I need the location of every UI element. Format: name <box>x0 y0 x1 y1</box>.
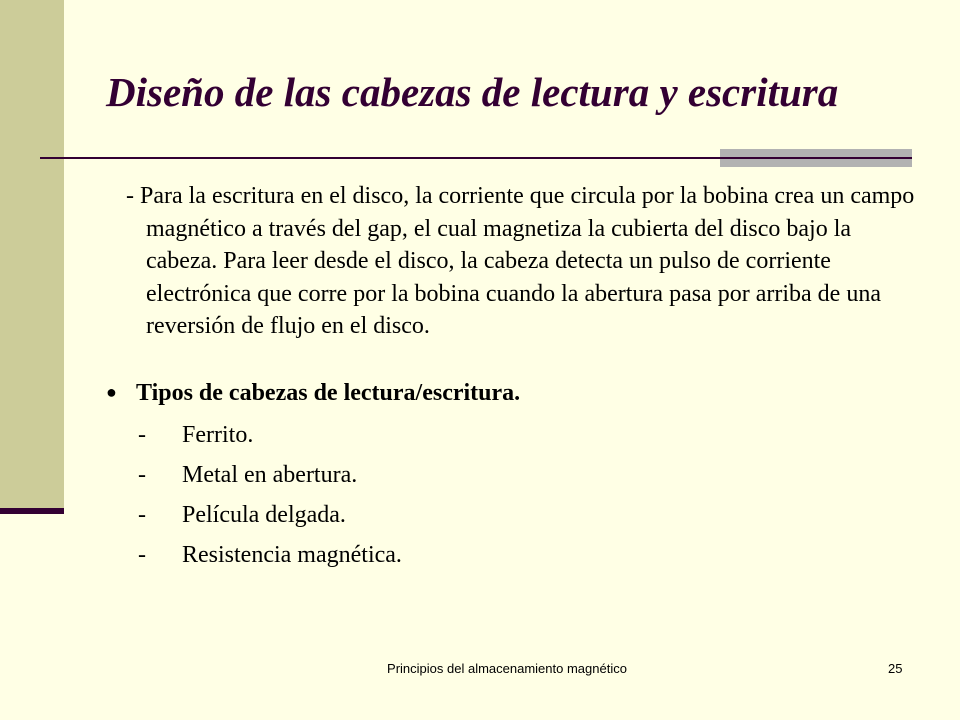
bullet-heading-text: Tipos de cabezas de lectura/escritura. <box>136 380 521 406</box>
bullet-dot-icon: ● <box>106 382 117 402</box>
list-dash: - <box>138 422 146 448</box>
title-rule-grey-bottom <box>720 159 912 167</box>
footer-text: Principios del almacenamiento magnético <box>387 661 627 676</box>
list-dash: - <box>138 542 146 568</box>
list-item <box>138 500 402 540</box>
body-paragraph: - Para la escritura en el disco, la corriente que circula por la bobina crea un campo magnético a través del gap, el cual magnetiza la cubierta del disco bajo la cabeza. Para leer desde el disco, la cabeza detecta un pulso de corriente electrónica que corre por la bobina cuando la abertura pasa por arriba de una reversión de flujo en el disco. <box>126 183 915 339</box>
left-sidebar-accent <box>0 508 64 514</box>
slide-title: Diseño de las cabezas de lectura y escritura <box>106 69 839 115</box>
list-item-text: Película delgada. <box>182 502 346 528</box>
left-sidebar-bar <box>0 0 64 510</box>
list-item <box>138 420 402 460</box>
head-types-list <box>138 420 402 580</box>
list-dash: - <box>138 462 146 488</box>
list-item-text: Resistencia magnética. <box>182 542 402 568</box>
list-item <box>138 460 402 500</box>
bullet-heading <box>106 380 520 407</box>
list-dash: - <box>138 502 146 528</box>
page-number: 25 <box>888 661 903 676</box>
title-rule-grey-top <box>720 149 912 157</box>
list-item-text: Ferrito. <box>182 422 254 448</box>
list-item <box>138 540 402 580</box>
list-item-text: Metal en abertura. <box>182 462 358 488</box>
